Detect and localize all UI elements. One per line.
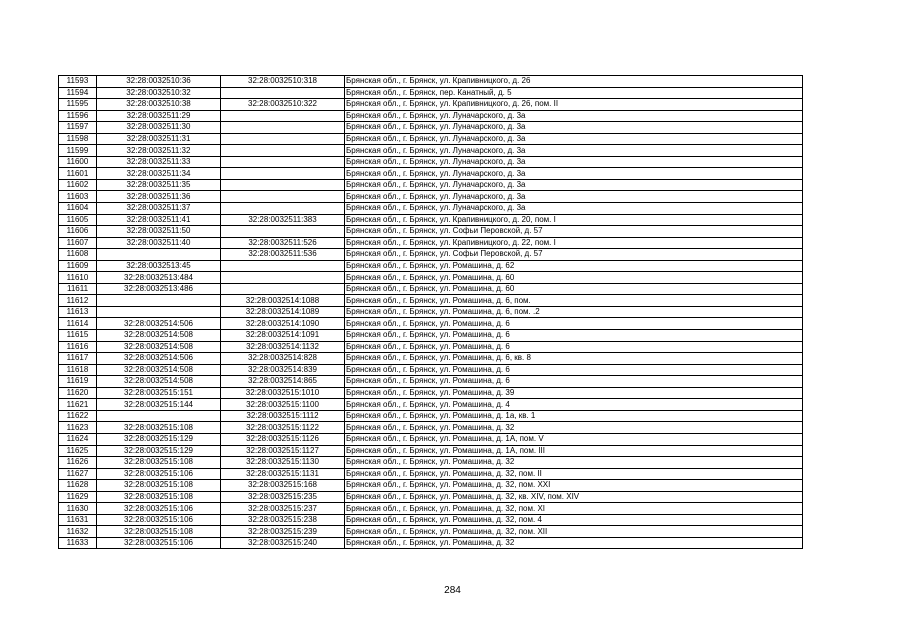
object-cadastral-number-cell <box>221 191 345 203</box>
address-cell: Брянская обл., г. Брянск, ул. Ромашина, д. 32, кв. XIV, пом. XIV <box>345 491 803 503</box>
table-row <box>59 283 803 295</box>
table-row <box>59 318 803 330</box>
row-number-cell: 11611 <box>59 283 97 295</box>
cadastral-number-cell: 32:28:0032511:40 <box>97 237 221 249</box>
address-cell: Брянская обл., г. Брянск, ул. Луначарского, д. 3а <box>345 145 803 157</box>
address-cell: Брянская обл., г. Брянск, ул. Ромашина, д. 6 <box>345 318 803 330</box>
cadastral-number-cell: 32:28:0032513:486 <box>97 283 221 295</box>
row-number-cell: 11594 <box>59 87 97 99</box>
row-number-cell: 11621 <box>59 399 97 411</box>
cadastral-number-cell: 32:28:0032515:108 <box>97 526 221 538</box>
table-row <box>59 353 803 365</box>
cadastral-number-cell <box>97 295 221 307</box>
row-number-cell: 11607 <box>59 237 97 249</box>
object-cadastral-number-cell: 32:28:0032514:865 <box>221 376 345 388</box>
row-number-cell: 11602 <box>59 179 97 191</box>
cadastral-number-cell: 32:28:0032514:508 <box>97 330 221 342</box>
address-cell: Брянская обл., г. Брянск, ул. Крапивницкого, д. 26, пом. II <box>345 99 803 111</box>
address-cell: Брянская обл., г. Брянск, ул. Луначарского, д. 3а <box>345 110 803 122</box>
table-row <box>59 87 803 99</box>
table-row <box>59 237 803 249</box>
address-cell: Брянская обл., г. Брянск, ул. Ромашина, д. 4 <box>345 399 803 411</box>
cadastral-number-cell: 32:28:0032515:108 <box>97 491 221 503</box>
table-row <box>59 422 803 434</box>
row-number-cell: 11619 <box>59 376 97 388</box>
row-number-cell: 11606 <box>59 226 97 238</box>
table-row <box>59 491 803 503</box>
property-register-table <box>58 75 803 549</box>
table-row <box>59 156 803 168</box>
address-cell: Брянская обл., г. Брянск, ул. Ромашина, д. 60 <box>345 283 803 295</box>
object-cadastral-number-cell <box>221 122 345 134</box>
object-cadastral-number-cell: 32:28:0032515:237 <box>221 503 345 515</box>
row-number-cell: 11614 <box>59 318 97 330</box>
row-number-cell: 11629 <box>59 491 97 503</box>
cadastral-number-cell: 32:28:0032511:36 <box>97 191 221 203</box>
table-row <box>59 249 803 261</box>
cadastral-number-cell: 32:28:0032515:106 <box>97 514 221 526</box>
row-number-cell: 11627 <box>59 468 97 480</box>
cadastral-number-cell: 32:28:0032510:38 <box>97 99 221 111</box>
address-cell: Брянская обл., г. Брянск, ул. Ромашина, д. 32, пом. II <box>345 468 803 480</box>
table-row <box>59 306 803 318</box>
row-number-cell: 11596 <box>59 110 97 122</box>
object-cadastral-number-cell: 32:28:0032514:1088 <box>221 295 345 307</box>
row-number-cell: 11597 <box>59 122 97 134</box>
address-cell: Брянская обл., г. Брянск, ул. Луначарского, д. 3а <box>345 122 803 134</box>
table-row <box>59 214 803 226</box>
cadastral-number-cell: 32:28:0032511:35 <box>97 179 221 191</box>
cadastral-number-cell: 32:28:0032511:41 <box>97 214 221 226</box>
address-cell: Брянская обл., г. Брянск, ул. Софьи Перовской, д. 57 <box>345 249 803 261</box>
row-number-cell: 11603 <box>59 191 97 203</box>
address-cell: Брянская обл., г. Брянск, ул. Ромашина, д. 6 <box>345 376 803 388</box>
row-number-cell: 11593 <box>59 76 97 88</box>
cadastral-number-cell: 32:28:0032514:506 <box>97 353 221 365</box>
address-cell: Брянская обл., г. Брянск, ул. Ромашина, д. 6, пом. <box>345 295 803 307</box>
table-row <box>59 341 803 353</box>
row-number-cell: 11625 <box>59 445 97 457</box>
address-cell: Брянская обл., г. Брянск, ул. Ромашина, д. 32, пом. XII <box>345 526 803 538</box>
cadastral-number-cell: 32:28:0032515:108 <box>97 457 221 469</box>
address-cell: Брянская обл., г. Брянск, ул. Ромашина, д. 6 <box>345 341 803 353</box>
row-number-cell: 11630 <box>59 503 97 515</box>
row-number-cell: 11622 <box>59 410 97 422</box>
table-row <box>59 537 803 549</box>
cadastral-number-cell: 32:28:0032515:106 <box>97 537 221 549</box>
row-number-cell: 11598 <box>59 133 97 145</box>
address-cell: Брянская обл., г. Брянск, ул. Луначарского, д. 3а <box>345 191 803 203</box>
table-row <box>59 99 803 111</box>
address-cell: Брянская обл., г. Брянск, ул. Ромашина, д. 6, кв. 8 <box>345 353 803 365</box>
table-row <box>59 145 803 157</box>
row-number-cell: 11600 <box>59 156 97 168</box>
object-cadastral-number-cell: 32:28:0032515:235 <box>221 491 345 503</box>
cadastral-number-cell: 32:28:0032511:34 <box>97 168 221 180</box>
cadastral-number-cell: 32:28:0032511:50 <box>97 226 221 238</box>
table-row <box>59 445 803 457</box>
cadastral-number-cell: 32:28:0032514:508 <box>97 341 221 353</box>
row-number-cell: 11599 <box>59 145 97 157</box>
object-cadastral-number-cell: 32:28:0032511:526 <box>221 237 345 249</box>
table-row <box>59 133 803 145</box>
table-row <box>59 168 803 180</box>
row-number-cell: 11610 <box>59 272 97 284</box>
cadastral-number-cell: 32:28:0032511:31 <box>97 133 221 145</box>
table-row <box>59 399 803 411</box>
cadastral-number-cell: 32:28:0032513:45 <box>97 260 221 272</box>
row-number-cell: 11612 <box>59 295 97 307</box>
object-cadastral-number-cell: 32:28:0032515:168 <box>221 480 345 492</box>
row-number-cell: 11604 <box>59 203 97 215</box>
table-row <box>59 330 803 342</box>
address-cell: Брянская обл., г. Брянск, ул. Ромашина, д. 32, пом. XI <box>345 503 803 515</box>
object-cadastral-number-cell <box>221 110 345 122</box>
cadastral-number-cell: 32:28:0032515:129 <box>97 445 221 457</box>
address-cell: Брянская обл., г. Брянск, ул. Ромашина, д. 32, пом. 4 <box>345 514 803 526</box>
address-cell: Брянская обл., г. Брянск, ул. Софьи Перовской, д. 57 <box>345 226 803 238</box>
address-cell: Брянская обл., г. Брянск, ул. Луначарского, д. 3а <box>345 133 803 145</box>
address-cell: Брянская обл., г. Брянск, ул. Крапивницкого, д. 22, пом. I <box>345 237 803 249</box>
object-cadastral-number-cell: 32:28:0032515:1127 <box>221 445 345 457</box>
row-number-cell: 11615 <box>59 330 97 342</box>
address-cell: Брянская обл., г. Брянск, ул. Ромашина, д. 32 <box>345 457 803 469</box>
object-cadastral-number-cell <box>221 133 345 145</box>
address-cell: Брянская обл., г. Брянск, ул. Ромашина, д. 1А, пом. III <box>345 445 803 457</box>
address-cell: Брянская обл., г. Брянск, ул. Ромашина, д. 39 <box>345 387 803 399</box>
row-number-cell: 11631 <box>59 514 97 526</box>
table-row <box>59 110 803 122</box>
cadastral-number-cell <box>97 249 221 261</box>
page-number: 284 <box>444 585 461 596</box>
address-cell: Брянская обл., г. Брянск, ул. Ромашина, д. 6, пом. .2 <box>345 306 803 318</box>
cadastral-number-cell <box>97 410 221 422</box>
cadastral-number-cell: 32:28:0032515:108 <box>97 422 221 434</box>
table-row <box>59 387 803 399</box>
object-cadastral-number-cell: 32:28:0032515:239 <box>221 526 345 538</box>
object-cadastral-number-cell <box>221 226 345 238</box>
object-cadastral-number-cell: 32:28:0032514:1090 <box>221 318 345 330</box>
table-row <box>59 122 803 134</box>
cadastral-number-cell: 32:28:0032515:106 <box>97 468 221 480</box>
cadastral-number-cell: 32:28:0032511:37 <box>97 203 221 215</box>
row-number-cell: 11617 <box>59 353 97 365</box>
cadastral-number-cell: 32:28:0032515:151 <box>97 387 221 399</box>
cadastral-number-cell: 32:28:0032511:30 <box>97 122 221 134</box>
address-cell: Брянская обл., г. Брянск, ул. Ромашина, д. 1а, кв. 1 <box>345 410 803 422</box>
object-cadastral-number-cell: 32:28:0032511:383 <box>221 214 345 226</box>
cadastral-number-cell: 32:28:0032515:144 <box>97 399 221 411</box>
row-number-cell: 11595 <box>59 99 97 111</box>
object-cadastral-number-cell: 32:28:0032515:1100 <box>221 399 345 411</box>
table-row <box>59 468 803 480</box>
address-cell: Брянская обл., г. Брянск, ул. Луначарского, д. 3а <box>345 179 803 191</box>
row-number-cell: 11609 <box>59 260 97 272</box>
table-body <box>59 76 803 549</box>
row-number-cell: 11618 <box>59 364 97 376</box>
row-number-cell: 11620 <box>59 387 97 399</box>
object-cadastral-number-cell: 32:28:0032515:1010 <box>221 387 345 399</box>
object-cadastral-number-cell <box>221 87 345 99</box>
row-number-cell: 11613 <box>59 306 97 318</box>
row-number-cell: 11624 <box>59 433 97 445</box>
address-cell: Брянская обл., г. Брянск, ул. Ромашина, д. 32 <box>345 537 803 549</box>
row-number-cell: 11623 <box>59 422 97 434</box>
table-row <box>59 503 803 515</box>
object-cadastral-number-cell: 32:28:0032515:1130 <box>221 457 345 469</box>
object-cadastral-number-cell <box>221 272 345 284</box>
object-cadastral-number-cell <box>221 145 345 157</box>
table-row <box>59 410 803 422</box>
table-row <box>59 526 803 538</box>
object-cadastral-number-cell <box>221 179 345 191</box>
cadastral-number-cell: 32:28:0032515:129 <box>97 433 221 445</box>
object-cadastral-number-cell <box>221 168 345 180</box>
table-row <box>59 76 803 88</box>
cadastral-number-cell: 32:28:0032514:508 <box>97 364 221 376</box>
object-cadastral-number-cell: 32:28:0032514:839 <box>221 364 345 376</box>
object-cadastral-number-cell: 32:28:0032515:1126 <box>221 433 345 445</box>
address-cell: Брянская обл., г. Брянск, ул. Луначарского, д. 3а <box>345 203 803 215</box>
cadastral-number-cell: 32:28:0032513:484 <box>97 272 221 284</box>
address-cell: Брянская обл., г. Брянск, ул. Ромашина, д. 62 <box>345 260 803 272</box>
table-row <box>59 191 803 203</box>
object-cadastral-number-cell <box>221 283 345 295</box>
address-cell: Брянская обл., г. Брянск, ул. Ромашина, д. 6 <box>345 330 803 342</box>
object-cadastral-number-cell <box>221 203 345 215</box>
row-number-cell: 11628 <box>59 480 97 492</box>
row-number-cell: 11626 <box>59 457 97 469</box>
cadastral-number-cell: 32:28:0032511:32 <box>97 145 221 157</box>
cadastral-number-cell: 32:28:0032515:108 <box>97 480 221 492</box>
address-cell: Брянская обл., г. Брянск, ул. Ромашина, д. 32 <box>345 422 803 434</box>
object-cadastral-number-cell: 32:28:0032515:1112 <box>221 410 345 422</box>
address-cell: Брянская обл., г. Брянск, ул. Луначарского, д. 3а <box>345 156 803 168</box>
table-row <box>59 433 803 445</box>
row-number-cell: 11633 <box>59 537 97 549</box>
table-row <box>59 203 803 215</box>
row-number-cell: 11605 <box>59 214 97 226</box>
address-cell: Брянская обл., г. Брянск, ул. Ромашина, д. 32, пом. XXI <box>345 480 803 492</box>
address-cell: Брянская обл., г. Брянск, ул. Ромашина, д. 1А, пом. V <box>345 433 803 445</box>
object-cadastral-number-cell: 32:28:0032511:536 <box>221 249 345 261</box>
object-cadastral-number-cell: 32:28:0032515:1122 <box>221 422 345 434</box>
cadastral-number-cell: 32:28:0032510:32 <box>97 87 221 99</box>
table-row <box>59 514 803 526</box>
cadastral-number-cell: 32:28:0032510:36 <box>97 76 221 88</box>
address-cell: Брянская обл., г. Брянск, пер. Канатный, д. 5 <box>345 87 803 99</box>
table-row <box>59 376 803 388</box>
object-cadastral-number-cell: 32:28:0032514:1089 <box>221 306 345 318</box>
object-cadastral-number-cell: 32:28:0032515:1131 <box>221 468 345 480</box>
address-cell: Брянская обл., г. Брянск, ул. Ромашина, д. 6 <box>345 364 803 376</box>
object-cadastral-number-cell <box>221 260 345 272</box>
table-row <box>59 295 803 307</box>
object-cadastral-number-cell: 32:28:0032510:322 <box>221 99 345 111</box>
table-row <box>59 457 803 469</box>
address-cell: Брянская обл., г. Брянск, ул. Крапивницкого, д. 20, пом. I <box>345 214 803 226</box>
cadastral-number-cell: 32:28:0032511:33 <box>97 156 221 168</box>
row-number-cell: 11616 <box>59 341 97 353</box>
cadastral-number-cell: 32:28:0032511:29 <box>97 110 221 122</box>
address-cell: Брянская обл., г. Брянск, ул. Крапивницкого, д. 26 <box>345 76 803 88</box>
table-row <box>59 226 803 238</box>
object-cadastral-number-cell: 32:28:0032514:828 <box>221 353 345 365</box>
table-row <box>59 272 803 284</box>
object-cadastral-number-cell: 32:28:0032510:318 <box>221 76 345 88</box>
cadastral-number-cell: 32:28:0032515:106 <box>97 503 221 515</box>
object-cadastral-number-cell: 32:28:0032514:1132 <box>221 341 345 353</box>
row-number-cell: 11632 <box>59 526 97 538</box>
object-cadastral-number-cell <box>221 156 345 168</box>
row-number-cell: 11601 <box>59 168 97 180</box>
object-cadastral-number-cell: 32:28:0032515:240 <box>221 537 345 549</box>
object-cadastral-number-cell: 32:28:0032514:1091 <box>221 330 345 342</box>
table-row <box>59 179 803 191</box>
table-row <box>59 364 803 376</box>
address-cell: Брянская обл., г. Брянск, ул. Ромашина, д. 60 <box>345 272 803 284</box>
table-row <box>59 260 803 272</box>
cadastral-number-cell: 32:28:0032514:508 <box>97 376 221 388</box>
table-row <box>59 480 803 492</box>
row-number-cell: 11608 <box>59 249 97 261</box>
address-cell: Брянская обл., г. Брянск, ул. Луначарского, д. 3а <box>345 168 803 180</box>
object-cadastral-number-cell: 32:28:0032515:238 <box>221 514 345 526</box>
cadastral-number-cell: 32:28:0032514:506 <box>97 318 221 330</box>
cadastral-number-cell <box>97 306 221 318</box>
